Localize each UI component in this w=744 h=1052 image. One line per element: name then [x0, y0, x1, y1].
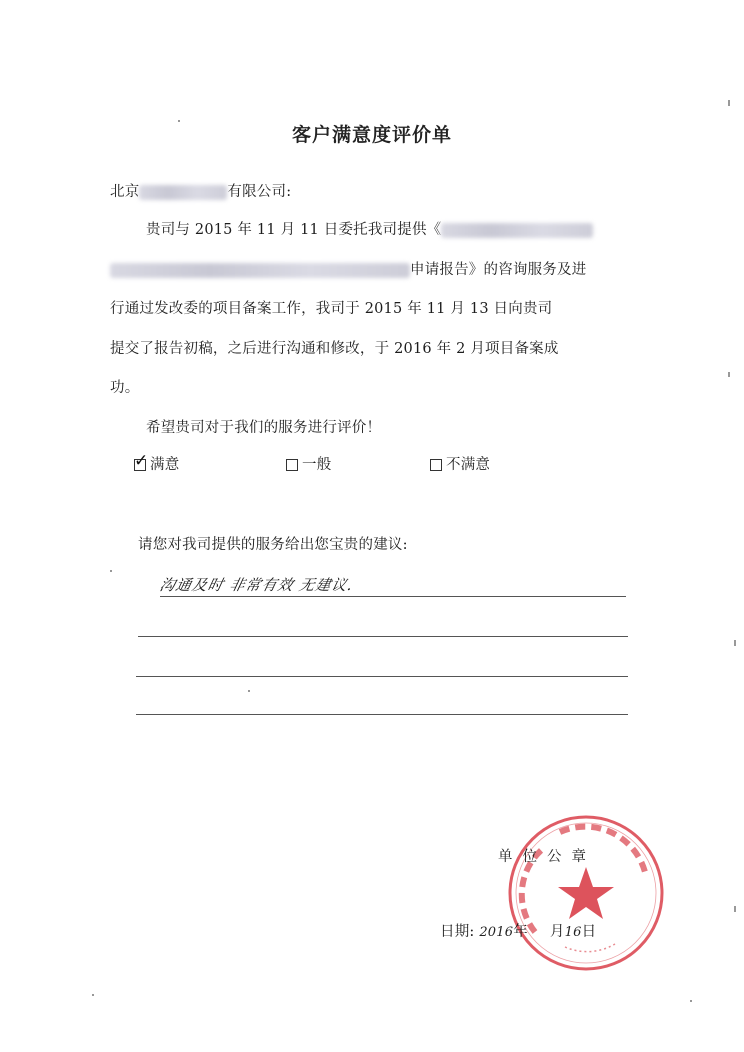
addressee-prefix: 北京 [110, 184, 140, 200]
scan-mark [734, 640, 736, 646]
scan-speck [690, 1000, 692, 1002]
addressee-line [110, 180, 291, 201]
option-average[interactable] [286, 453, 331, 474]
handwritten-year: 2016 [479, 925, 514, 940]
handwritten-day: 16 [564, 925, 582, 940]
option-label: 不满意 [446, 457, 491, 473]
checkbox-unsatisfied[interactable] [430, 459, 442, 471]
paragraph-line-2 [110, 258, 586, 279]
signature-label: 单位公章 [498, 849, 596, 865]
paragraph-line-5: 功。 [110, 380, 140, 396]
paragraph-line-4: 提交了报告初稿，之后进行沟通和修改，于 2016 年 2 月项目备案成 [110, 341, 559, 357]
redacted-project-name [110, 263, 410, 278]
option-label: 满意 [150, 457, 180, 473]
option-label: 一般 [302, 457, 332, 473]
writing-line-3 [136, 676, 628, 677]
suggestion-prompt: 请您对我司提供的服务给出您宝贵的建议: [138, 537, 408, 553]
date-month-unit: 月 [549, 924, 565, 940]
checkmark-icon: ✓ [134, 451, 149, 471]
option-satisfied[interactable] [134, 453, 179, 474]
writing-line-1 [160, 596, 626, 597]
scan-mark [728, 372, 730, 377]
checkbox-average[interactable] [286, 459, 298, 471]
date-year-unit: 年 [513, 924, 528, 940]
scan-mark [734, 906, 736, 912]
handwritten-comment: 沟通及时 非常有效 无建议. [157, 576, 356, 594]
writing-line-2 [138, 636, 628, 637]
date-day-unit: 日 [581, 924, 597, 940]
date-line [440, 920, 596, 941]
redacted-project-name [441, 223, 593, 238]
writing-line-4 [136, 714, 628, 715]
scan-speck [248, 690, 250, 692]
scan-speck [110, 570, 112, 572]
company-seal-icon [505, 812, 667, 974]
addressee-suffix: 有限公司: [227, 184, 292, 200]
paragraph-line-1 [146, 218, 593, 239]
option-unsatisfied[interactable] [430, 453, 490, 474]
scan-speck [178, 120, 180, 122]
scan-mark [728, 100, 730, 106]
redacted-company-name [139, 185, 227, 200]
paragraph-line-3: 行通过发改委的项目备案工作，我司于 2015 年 11 月 13 日向贵司 [110, 301, 553, 317]
paragraph-text: 贵司与 2015 年 11 月 11 日委托我司提供《 [146, 222, 442, 238]
checkbox-satisfied[interactable] [134, 451, 149, 471]
evaluation-request: 希望贵司对于我们的服务进行评价！ [146, 420, 382, 436]
document-title: 客户满意度评价单 [291, 124, 452, 146]
date-label: 日期: [440, 924, 475, 940]
paragraph-text: 申请报告》的咨询服务及进 [410, 262, 587, 278]
scan-speck [92, 994, 94, 996]
